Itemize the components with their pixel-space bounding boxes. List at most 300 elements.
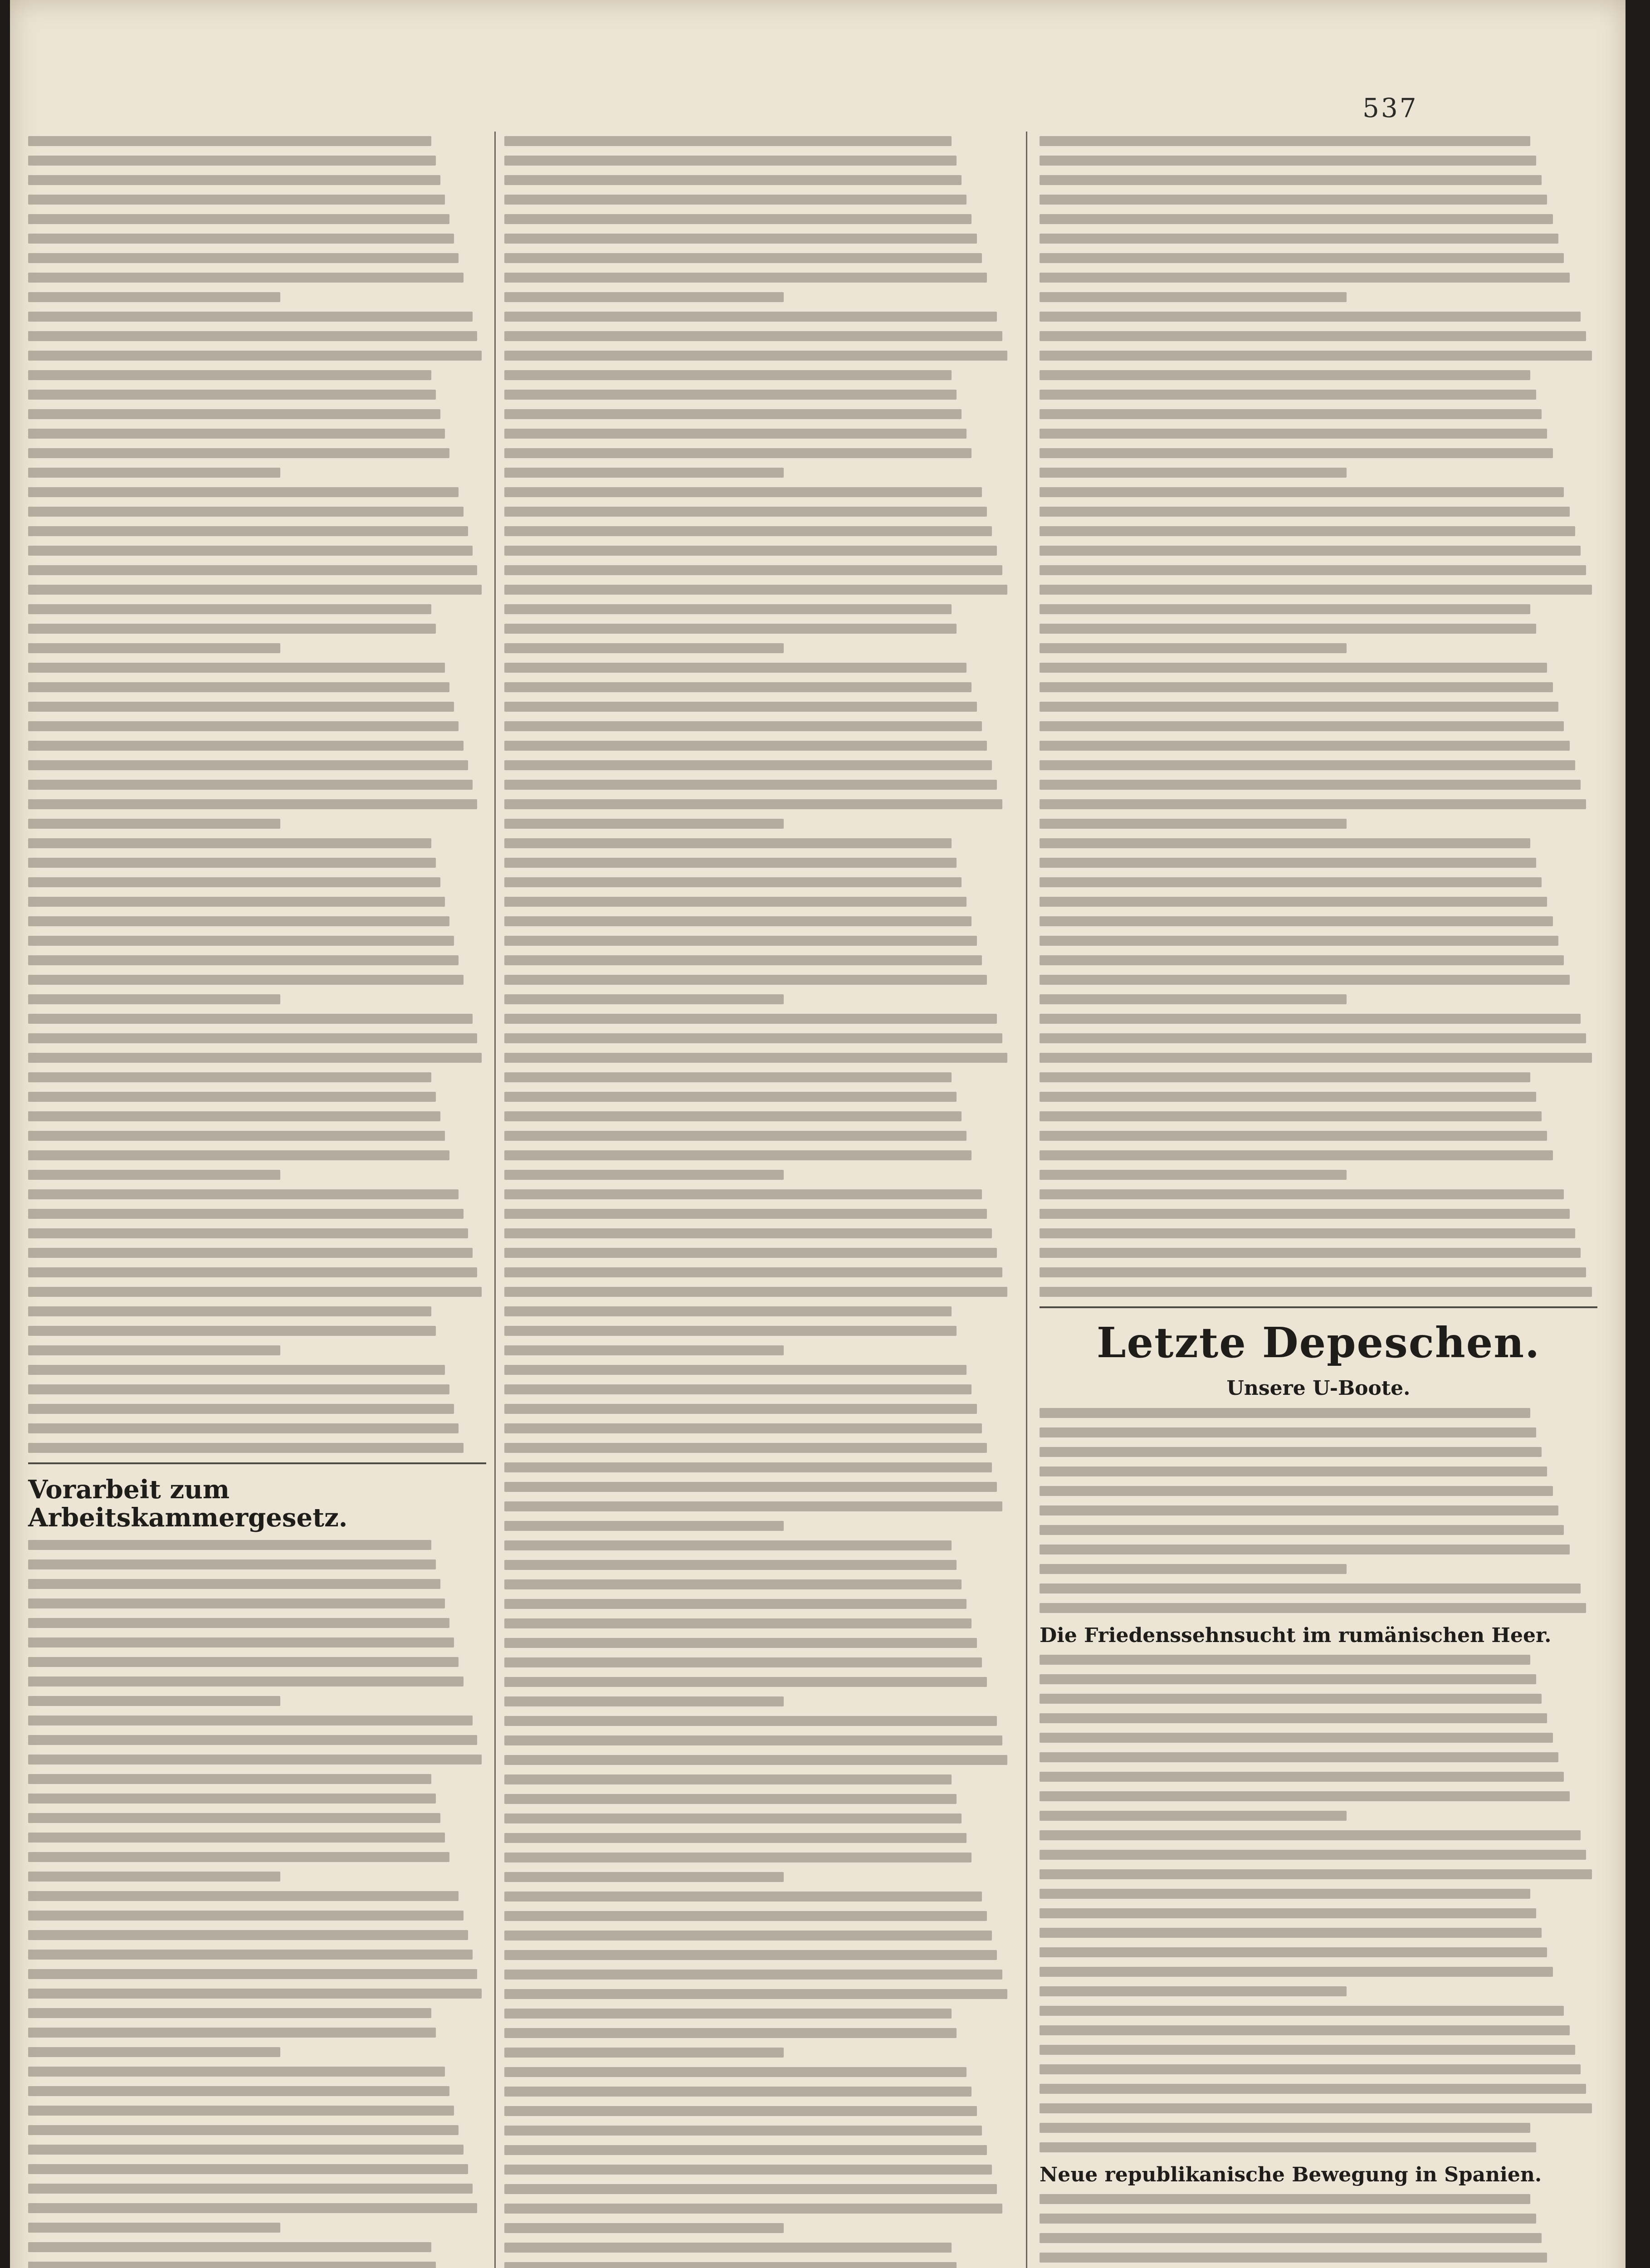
text-line xyxy=(1040,1889,1530,1899)
text-line xyxy=(28,604,431,614)
text-line xyxy=(504,526,992,536)
text-line xyxy=(1040,975,1570,985)
text-line xyxy=(504,2126,982,2136)
text-line xyxy=(28,819,280,829)
text-line xyxy=(1040,1908,1536,1918)
text-line xyxy=(504,175,962,185)
text-line xyxy=(28,351,482,361)
text-line xyxy=(504,1638,977,1648)
text-line xyxy=(504,2243,952,2253)
text-line xyxy=(28,1053,482,1063)
text-line xyxy=(504,721,982,731)
text-line xyxy=(1040,1674,1536,1684)
text-line xyxy=(28,487,459,497)
text-line xyxy=(1040,1267,1586,1277)
text-block xyxy=(1040,1408,1597,1613)
text-line xyxy=(28,877,440,887)
text-line xyxy=(504,604,952,614)
text-line xyxy=(1040,682,1553,692)
text-line xyxy=(28,156,436,166)
section-heading: Die Friedenssehnsucht im rumänischen Heer. xyxy=(1040,1623,1552,1647)
text-line xyxy=(1040,312,1581,322)
text-line xyxy=(504,624,957,634)
text-line xyxy=(1040,819,1347,829)
text-line xyxy=(28,1092,436,1102)
text-line xyxy=(1040,643,1347,653)
text-line xyxy=(1040,1850,1586,1860)
text-line xyxy=(504,585,1007,595)
text-line xyxy=(504,1462,992,1472)
text-line xyxy=(1040,390,1536,400)
text-line xyxy=(28,273,464,283)
text-line xyxy=(1040,331,1586,341)
text-line xyxy=(504,2028,957,2038)
text-line xyxy=(28,643,280,653)
text-line xyxy=(28,780,473,790)
text-line xyxy=(1040,448,1553,458)
text-line xyxy=(28,1014,473,1024)
text-line xyxy=(504,682,971,692)
text-line xyxy=(504,1911,987,1921)
text-block xyxy=(1040,136,1597,1297)
text-line xyxy=(28,1111,440,1121)
text-line xyxy=(504,1735,1002,1745)
text-line xyxy=(1040,2233,1542,2243)
text-line xyxy=(28,702,454,712)
text-line xyxy=(1040,760,1575,770)
text-line xyxy=(28,1598,445,1608)
text-line xyxy=(28,331,477,341)
text-line xyxy=(504,1404,977,1414)
text-line xyxy=(504,331,1002,341)
text-line xyxy=(28,2262,436,2268)
text-line xyxy=(504,448,971,458)
text-block xyxy=(28,136,486,1453)
text-line xyxy=(28,2223,280,2233)
text-line xyxy=(1040,292,1347,302)
text-line xyxy=(1040,897,1547,907)
text-line xyxy=(504,955,982,965)
text-line xyxy=(1040,1150,1553,1160)
column-divider xyxy=(1026,132,1027,2268)
text-line xyxy=(1040,2025,1570,2035)
text-line xyxy=(1040,1791,1570,1801)
text-line xyxy=(504,214,971,224)
text-line xyxy=(504,858,957,868)
text-line xyxy=(504,2145,987,2155)
text-line xyxy=(28,1618,449,1628)
text-line xyxy=(1040,1869,1592,1879)
text-line xyxy=(1040,429,1547,439)
text-line xyxy=(28,1443,464,1453)
text-line xyxy=(1040,565,1586,575)
text-line xyxy=(28,2184,473,2194)
text-line xyxy=(504,2262,957,2268)
text-line xyxy=(504,1696,784,1706)
text-line xyxy=(28,1677,464,1686)
text-line xyxy=(504,1423,982,1433)
text-line xyxy=(28,507,464,517)
text-line xyxy=(504,1521,784,1531)
text-line xyxy=(1040,721,1564,731)
text-line xyxy=(1040,136,1530,146)
text-line xyxy=(28,1774,431,1784)
text-line xyxy=(28,760,468,770)
middle-column xyxy=(504,136,1012,2268)
text-line xyxy=(1040,2214,1536,2224)
text-line xyxy=(28,1365,445,1375)
text-line xyxy=(28,1170,280,1180)
text-line xyxy=(504,2087,971,2097)
text-line xyxy=(28,234,454,244)
text-line xyxy=(504,1365,967,1375)
text-line xyxy=(1040,1427,1536,1437)
text-line xyxy=(504,2223,784,2233)
text-line xyxy=(504,1443,987,1453)
text-line xyxy=(504,1111,962,1121)
text-line xyxy=(504,195,967,205)
text-line xyxy=(1040,214,1553,224)
text-line xyxy=(1040,351,1592,361)
text-line xyxy=(28,1267,477,1277)
text-line xyxy=(28,1930,468,1940)
text-line xyxy=(28,1189,459,1199)
text-line xyxy=(28,1287,482,1297)
text-line xyxy=(504,546,997,556)
text-line xyxy=(28,1989,482,1999)
text-line xyxy=(1040,1486,1553,1496)
text-line xyxy=(504,1092,957,1102)
text-line xyxy=(504,1657,982,1667)
text-line xyxy=(28,2047,280,2057)
text-line xyxy=(1040,916,1553,926)
text-line xyxy=(28,136,431,146)
text-line xyxy=(504,1892,982,1901)
text-line xyxy=(28,799,477,809)
text-line xyxy=(1040,1830,1581,1840)
text-line xyxy=(1040,1170,1347,1180)
text-line xyxy=(504,1872,784,1882)
text-line xyxy=(1040,1287,1592,1297)
text-line xyxy=(1040,1248,1581,1258)
text-line xyxy=(504,2106,977,2116)
text-line xyxy=(504,663,967,673)
text-line xyxy=(1040,1525,1564,1535)
text-line xyxy=(1040,1713,1547,1723)
text-line xyxy=(504,838,952,848)
text-line xyxy=(28,1384,449,1394)
text-block xyxy=(1040,2194,1597,2268)
text-line xyxy=(1040,546,1581,556)
text-line xyxy=(28,175,440,185)
text-line xyxy=(28,1794,436,1804)
text-line xyxy=(504,1209,987,1219)
text-line xyxy=(1040,2123,1530,2133)
text-line xyxy=(504,1033,1002,1043)
text-line xyxy=(28,1950,473,1960)
text-line xyxy=(1040,663,1547,673)
text-line xyxy=(28,1559,436,1569)
text-line xyxy=(504,916,971,926)
text-line xyxy=(504,136,952,146)
text-line xyxy=(1040,468,1347,478)
text-line xyxy=(504,156,957,166)
text-line xyxy=(28,936,454,946)
text-line xyxy=(1040,1584,1581,1593)
text-line xyxy=(504,1170,784,1180)
text-line xyxy=(504,2184,997,2194)
text-line xyxy=(504,2009,952,2019)
text-line xyxy=(504,1618,971,1628)
text-line xyxy=(504,1716,997,1726)
text-line xyxy=(1040,2006,1564,2016)
text-line xyxy=(28,994,280,1004)
text-line xyxy=(1040,1447,1542,1457)
text-line xyxy=(1040,1014,1581,1024)
text-line xyxy=(1040,487,1564,497)
text-line xyxy=(28,955,459,965)
text-line xyxy=(504,1501,1002,1511)
text-line xyxy=(504,975,987,985)
text-line xyxy=(1040,2253,1547,2263)
text-line xyxy=(28,585,482,595)
text-line xyxy=(504,1189,982,1199)
text-line xyxy=(1040,1209,1570,1219)
text-line xyxy=(504,2048,784,2058)
text-line xyxy=(28,2203,477,2213)
text-line xyxy=(1040,1733,1553,1743)
text-line xyxy=(504,1560,957,1570)
text-line xyxy=(504,1579,962,1589)
text-line xyxy=(504,253,982,263)
text-line xyxy=(1040,1603,1586,1613)
text-line xyxy=(504,1599,967,1609)
text-line xyxy=(28,1150,449,1160)
text-line xyxy=(504,1677,987,1687)
text-line xyxy=(504,292,784,302)
text-line xyxy=(504,1813,962,1823)
text-line xyxy=(1040,1408,1530,1418)
text-line xyxy=(28,2164,468,2174)
text-line xyxy=(28,2106,454,2116)
text-line xyxy=(28,546,473,556)
text-line xyxy=(1040,2084,1586,2094)
text-line xyxy=(504,468,784,478)
text-line xyxy=(1040,253,1564,263)
text-line xyxy=(1040,604,1530,614)
text-line xyxy=(504,1755,1007,1765)
text-line xyxy=(504,370,952,380)
text-line xyxy=(28,429,445,439)
text-line xyxy=(28,1423,459,1433)
text-line xyxy=(1040,877,1542,887)
section-divider xyxy=(28,1462,486,1464)
text-line xyxy=(1040,838,1530,848)
text-line xyxy=(504,1794,957,1804)
text-line xyxy=(504,1248,997,1258)
text-line xyxy=(504,741,987,751)
text-line xyxy=(28,390,436,400)
text-line xyxy=(28,1872,280,1882)
text-line xyxy=(504,2067,967,2077)
text-line xyxy=(1040,702,1558,712)
text-line xyxy=(1040,2194,1530,2204)
text-line xyxy=(504,1989,1007,1999)
text-line xyxy=(504,409,962,419)
text-line xyxy=(504,1540,952,1550)
text-line xyxy=(1040,1772,1564,1782)
text-line xyxy=(28,370,431,380)
text-line xyxy=(1040,2142,1536,2152)
text-line xyxy=(1040,1072,1530,1082)
text-line xyxy=(28,1209,464,1219)
text-line xyxy=(28,409,440,419)
text-line xyxy=(28,312,473,322)
text-line xyxy=(28,682,449,692)
text-line xyxy=(504,1287,1007,1297)
text-line xyxy=(1040,1694,1542,1704)
text-line xyxy=(504,1228,992,1238)
text-line xyxy=(1040,175,1542,185)
text-line xyxy=(504,1931,992,1941)
text-line xyxy=(28,2086,449,2096)
text-line xyxy=(504,234,977,244)
text-line xyxy=(504,1833,967,1843)
text-line xyxy=(28,253,459,263)
text-line xyxy=(28,1072,431,1082)
text-line xyxy=(504,1384,971,1394)
text-line xyxy=(504,312,997,322)
text-line xyxy=(1040,1655,1530,1665)
text-line xyxy=(28,1306,431,1316)
text-line xyxy=(504,1131,967,1141)
text-line xyxy=(1040,1505,1558,1515)
text-line xyxy=(1040,936,1558,946)
text-line xyxy=(28,1657,459,1667)
text-line xyxy=(1040,1947,1547,1957)
text-line xyxy=(1040,2103,1592,2113)
text-line xyxy=(504,877,962,887)
column-divider xyxy=(494,132,496,2268)
text-line xyxy=(28,1540,431,1550)
text-line xyxy=(504,351,1007,361)
text-line xyxy=(28,721,459,731)
text-line xyxy=(504,819,784,829)
text-line xyxy=(1040,624,1536,634)
text-line xyxy=(1040,1466,1547,1476)
text-line xyxy=(28,1579,440,1589)
text-line xyxy=(1040,195,1547,205)
text-line xyxy=(28,663,445,673)
text-line xyxy=(28,1716,473,1725)
text-line xyxy=(28,1911,464,1921)
left-column xyxy=(28,136,486,2268)
text-line xyxy=(1040,1092,1536,1102)
text-line xyxy=(28,526,468,536)
text-block xyxy=(1040,1655,1597,2152)
right-column xyxy=(1040,136,1597,2268)
text-line xyxy=(1040,994,1347,1004)
text-line xyxy=(28,741,464,751)
text-line xyxy=(28,1696,280,1706)
text-line xyxy=(504,2165,992,2175)
text-line xyxy=(504,429,967,439)
text-line xyxy=(28,565,477,575)
text-line xyxy=(1040,156,1536,166)
section-heading: Neue republikanische Bewegung in Spanien. xyxy=(1040,2163,1542,2186)
text-line xyxy=(28,1345,280,1355)
text-line xyxy=(1040,585,1592,595)
text-line xyxy=(1040,1053,1592,1063)
text-line xyxy=(28,1891,459,1901)
text-line xyxy=(1040,1189,1564,1199)
text-line xyxy=(28,2242,431,2252)
text-line xyxy=(504,390,957,400)
text-line xyxy=(504,1950,997,1960)
text-line xyxy=(1040,1228,1575,1238)
text-line xyxy=(28,1735,477,1745)
text-line xyxy=(28,2145,464,2155)
text-line xyxy=(504,897,967,907)
text-line xyxy=(504,1345,784,1355)
text-line xyxy=(504,799,1002,809)
text-line xyxy=(504,702,977,712)
text-line xyxy=(28,1755,482,1765)
text-line xyxy=(1040,1111,1542,1121)
text-line xyxy=(504,565,1002,575)
text-line xyxy=(28,1969,477,1979)
text-line xyxy=(504,780,997,790)
text-line xyxy=(28,1813,440,1823)
text-line xyxy=(28,1033,477,1043)
section-heading: Vorarbeit zum Arbeitskammergesetz. xyxy=(28,1475,348,1533)
text-line xyxy=(1040,409,1542,419)
text-line xyxy=(28,1404,454,1414)
text-line xyxy=(28,1326,436,1336)
text-line xyxy=(28,858,436,868)
text-line xyxy=(1040,1545,1570,1554)
text-line xyxy=(28,2008,431,2018)
text-line xyxy=(28,1637,454,1647)
text-line xyxy=(1040,799,1586,809)
section-subheading: Unsere U-Boote. xyxy=(1226,1377,1411,1400)
text-line xyxy=(28,916,449,926)
text-line xyxy=(504,487,982,497)
text-line xyxy=(1040,1131,1547,1141)
text-line xyxy=(1040,526,1575,536)
text-line xyxy=(504,273,987,283)
text-line xyxy=(1040,2045,1575,2055)
text-line xyxy=(504,643,784,653)
text-line xyxy=(504,2204,1002,2214)
text-line xyxy=(504,507,987,517)
text-line xyxy=(504,1072,952,1082)
text-line xyxy=(28,195,445,205)
text-line xyxy=(1040,1811,1347,1821)
text-line xyxy=(1040,1928,1542,1938)
text-line xyxy=(28,292,280,302)
text-line xyxy=(28,1248,473,1258)
text-line xyxy=(504,1326,957,1336)
text-line xyxy=(28,838,431,848)
text-line xyxy=(28,975,464,985)
text-line xyxy=(1040,858,1536,868)
text-line xyxy=(1040,234,1558,244)
page-number: 537 xyxy=(1362,93,1418,123)
text-line xyxy=(28,2028,436,2038)
text-line xyxy=(1040,1752,1558,1762)
text-line xyxy=(504,1970,1002,1980)
